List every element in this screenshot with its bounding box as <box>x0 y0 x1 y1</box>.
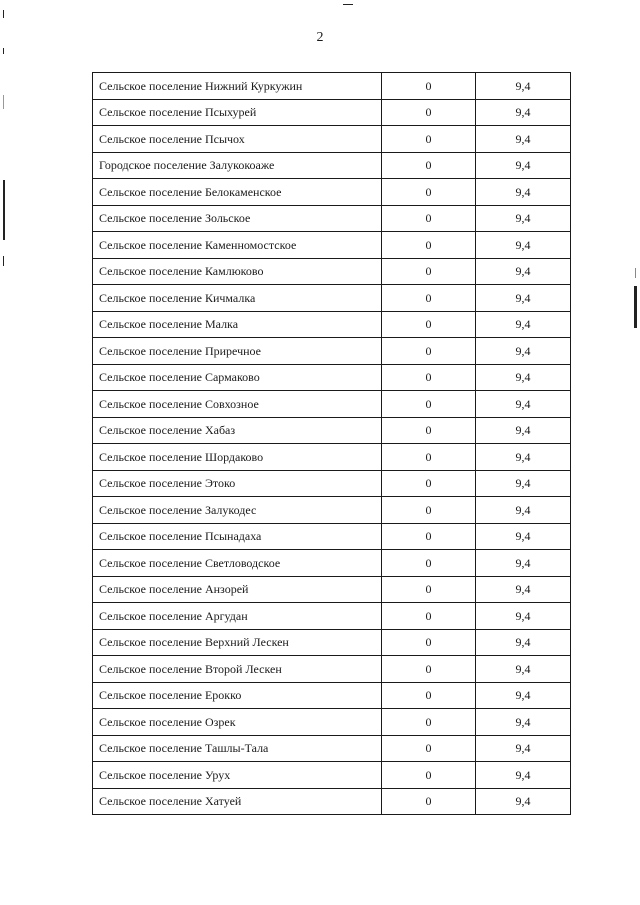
table-row <box>93 338 571 365</box>
settlement-name-cell: Сельское поселение Псыхурей <box>93 99 382 126</box>
settlement-name-cell: Сельское поселение Псычох <box>93 126 382 153</box>
value-b-cell: 9,4 <box>476 417 571 444</box>
table-row <box>93 232 571 259</box>
table-row <box>93 682 571 709</box>
settlement-name-cell: Сельское поселение Кичмалка <box>93 285 382 312</box>
value-a-cell: 0 <box>382 523 476 550</box>
value-a-cell: 0 <box>382 73 476 100</box>
table-row <box>93 99 571 126</box>
value-a-cell: 0 <box>382 311 476 338</box>
settlement-name-cell: Сельское поселение Ташлы-Тала <box>93 735 382 762</box>
value-a-cell: 0 <box>382 205 476 232</box>
value-a-cell: 0 <box>382 232 476 259</box>
settlement-name-cell: Сельское поселение Хатуей <box>93 788 382 815</box>
value-b-cell: 9,4 <box>476 656 571 683</box>
table-row <box>93 258 571 285</box>
settlement-name-cell: Сельское поселение Зольское <box>93 205 382 232</box>
settlement-name-cell: Сельское поселение Озрек <box>93 709 382 736</box>
value-b-cell: 9,4 <box>476 311 571 338</box>
scan-mark-left-3 <box>3 95 4 109</box>
table-row <box>93 73 571 100</box>
table-row <box>93 762 571 789</box>
value-b-cell: 9,4 <box>476 258 571 285</box>
settlement-name-cell: Сельское поселение Малка <box>93 311 382 338</box>
table-row <box>93 603 571 630</box>
settlement-name-cell: Сельское поселение Хабаз <box>93 417 382 444</box>
value-a-cell: 0 <box>382 126 476 153</box>
value-a-cell: 0 <box>382 470 476 497</box>
value-b-cell: 9,4 <box>476 470 571 497</box>
value-a-cell: 0 <box>382 338 476 365</box>
value-b-cell: 9,4 <box>476 444 571 471</box>
value-b-cell: 9,4 <box>476 73 571 100</box>
value-a-cell: 0 <box>382 682 476 709</box>
table-row <box>93 497 571 524</box>
value-a-cell: 0 <box>382 179 476 206</box>
value-b-cell: 9,4 <box>476 99 571 126</box>
value-a-cell: 0 <box>382 364 476 391</box>
value-b-cell: 9,4 <box>476 523 571 550</box>
table-row <box>93 364 571 391</box>
table-row <box>93 311 571 338</box>
settlement-name-cell: Сельское поселение Второй Лескен <box>93 656 382 683</box>
value-b-cell: 9,4 <box>476 629 571 656</box>
settlement-name-cell: Сельское поселение Шордаково <box>93 444 382 471</box>
value-a-cell: 0 <box>382 99 476 126</box>
value-b-cell: 9,4 <box>476 205 571 232</box>
table-row <box>93 470 571 497</box>
value-a-cell: 0 <box>382 735 476 762</box>
settlement-name-cell: Сельское поселение Каменномостское <box>93 232 382 259</box>
table-row <box>93 152 571 179</box>
value-a-cell: 0 <box>382 576 476 603</box>
table-row <box>93 205 571 232</box>
table-row <box>93 444 571 471</box>
settlement-name-cell: Сельское поселение Сармаково <box>93 364 382 391</box>
table-row <box>93 576 571 603</box>
value-a-cell: 0 <box>382 285 476 312</box>
value-b-cell: 9,4 <box>476 497 571 524</box>
value-a-cell: 0 <box>382 152 476 179</box>
value-b-cell: 9,4 <box>476 682 571 709</box>
value-b-cell: 9,4 <box>476 391 571 418</box>
value-b-cell: 9,4 <box>476 364 571 391</box>
value-b-cell: 9,4 <box>476 126 571 153</box>
value-a-cell: 0 <box>382 709 476 736</box>
scan-mark-right-1 <box>635 268 636 278</box>
settlement-name-cell: Сельское поселение Камлюково <box>93 258 382 285</box>
settlement-name-cell: Сельское поселение Псынадаха <box>93 523 382 550</box>
table-row <box>93 709 571 736</box>
value-a-cell: 0 <box>382 444 476 471</box>
value-b-cell: 9,4 <box>476 550 571 577</box>
table-row <box>93 126 571 153</box>
settlement-name-cell: Сельское поселение Анзорей <box>93 576 382 603</box>
value-b-cell: 9,4 <box>476 152 571 179</box>
settlement-name-cell: Сельское поселение Верхний Лескен <box>93 629 382 656</box>
scan-mark-left-5 <box>3 256 4 266</box>
value-b-cell: 9,4 <box>476 762 571 789</box>
table-row <box>93 523 571 550</box>
value-b-cell: 9,4 <box>476 709 571 736</box>
table-row <box>93 788 571 815</box>
scan-mark-top <box>343 4 353 5</box>
value-a-cell: 0 <box>382 497 476 524</box>
value-a-cell: 0 <box>382 788 476 815</box>
table-row <box>93 285 571 312</box>
table-row <box>93 391 571 418</box>
value-a-cell: 0 <box>382 258 476 285</box>
table-row <box>93 735 571 762</box>
value-a-cell: 0 <box>382 550 476 577</box>
table-row <box>93 629 571 656</box>
scan-mark-right-2 <box>634 286 637 328</box>
value-b-cell: 9,4 <box>476 338 571 365</box>
settlement-name-cell: Сельское поселение Этоко <box>93 470 382 497</box>
value-a-cell: 0 <box>382 417 476 444</box>
value-b-cell: 9,4 <box>476 232 571 259</box>
table-body <box>93 73 571 815</box>
settlement-name-cell: Сельское поселение Белокаменское <box>93 179 382 206</box>
value-b-cell: 9,4 <box>476 788 571 815</box>
settlement-name-cell: Сельское поселение Нижний Куркужин <box>93 73 382 100</box>
settlement-name-cell: Сельское поселение Совхозное <box>93 391 382 418</box>
value-b-cell: 9,4 <box>476 735 571 762</box>
value-a-cell: 0 <box>382 629 476 656</box>
settlement-name-cell: Городское поселение Залукокоаже <box>93 152 382 179</box>
table-row <box>93 550 571 577</box>
value-b-cell: 9,4 <box>476 285 571 312</box>
table-row <box>93 179 571 206</box>
scan-mark-left-2 <box>3 48 4 54</box>
table-row <box>93 417 571 444</box>
value-b-cell: 9,4 <box>476 603 571 630</box>
scan-mark-left-4 <box>3 180 5 240</box>
settlement-name-cell: Сельское поселение Ерокко <box>93 682 382 709</box>
settlement-name-cell: Сельское поселение Светловодское <box>93 550 382 577</box>
settlement-name-cell: Сельское поселение Приречное <box>93 338 382 365</box>
value-a-cell: 0 <box>382 603 476 630</box>
settlement-name-cell: Сельское поселение Аргудан <box>93 603 382 630</box>
value-a-cell: 0 <box>382 656 476 683</box>
value-a-cell: 0 <box>382 762 476 789</box>
settlements-table <box>92 72 571 815</box>
settlement-name-cell: Сельское поселение Залукодес <box>93 497 382 524</box>
settlement-name-cell: Сельское поселение Урух <box>93 762 382 789</box>
value-b-cell: 9,4 <box>476 576 571 603</box>
value-a-cell: 0 <box>382 391 476 418</box>
value-b-cell: 9,4 <box>476 179 571 206</box>
table-row <box>93 656 571 683</box>
scan-mark-left-1 <box>3 10 4 18</box>
page-number: 2 <box>316 30 324 45</box>
